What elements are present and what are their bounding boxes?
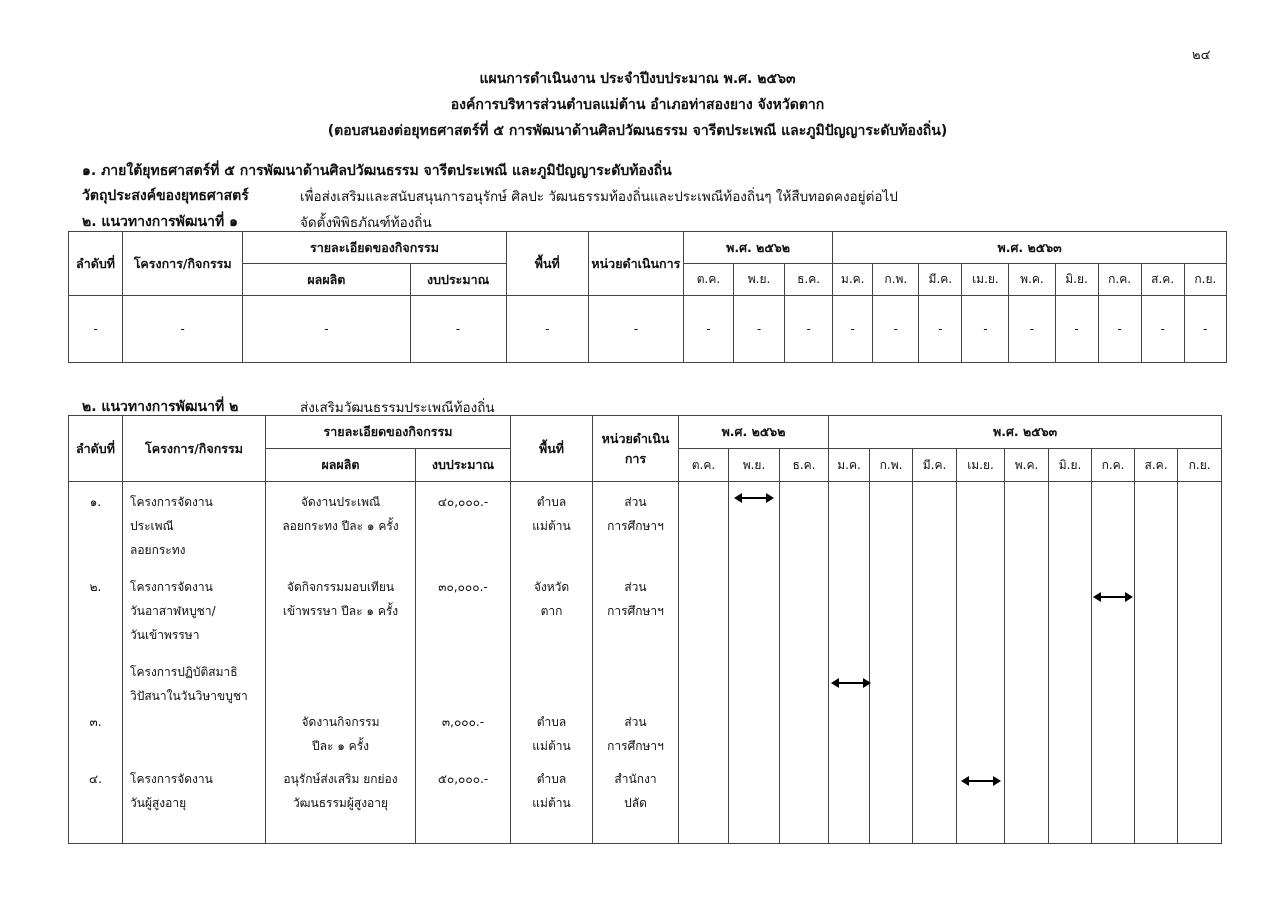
row-no: [69, 567, 123, 652]
row-output-line: เข้าพรรษา ปีละ ๑ ครั้ง: [282, 603, 399, 618]
month-cell: [780, 482, 829, 567]
month-cell: [780, 652, 829, 759]
row-project-line: โครงการจัดงาน: [130, 495, 213, 509]
row-project-line: โครงการจัดงาน: [130, 579, 213, 594]
row-area-line: จังหวัด: [533, 579, 570, 594]
row-budget: [416, 482, 511, 567]
row-output: [266, 759, 416, 844]
row-project: [123, 567, 266, 652]
objective-label: วัตถุประสงค์ของยุทธศาสตร์: [82, 188, 249, 204]
strategy-title: ๑. ภายใต้ยุทธศาสตร์ที่ ๕ การพัฒนาด้านศิลปวัฒนธรรม จารีตประเพณี และภูมิปัญญาระดับท้องถิ่น: [82, 163, 672, 179]
row-output-line: วัฒนธรรมผู้สูงอายุ: [292, 795, 389, 810]
header-year-2562: พ.ศ. ๒๕๖๒: [683, 232, 832, 264]
month-header: ก.ค.: [1098, 264, 1141, 296]
table-row: [69, 482, 1222, 567]
row-project-line: โครงการปฏิบัติสมาธิ: [130, 664, 238, 679]
row-unit-line: การศึกษาฯ: [607, 519, 664, 533]
month-cell: [780, 759, 829, 844]
month-cell: [679, 652, 729, 759]
month-cell: [829, 567, 870, 652]
month-cell: [870, 567, 913, 652]
row-area-line: แม่ต้าน: [532, 738, 571, 753]
guideline-2-text: ส่งเสริมวัฒนธรรมประเพณีท้องถิ่น: [300, 400, 495, 416]
month-header: ส.ค.: [1135, 449, 1178, 482]
month-header: ม.ค.: [833, 264, 873, 296]
row-no-line: ๔.: [89, 771, 102, 786]
month-cell: [1092, 482, 1135, 567]
row-output: [266, 482, 416, 567]
month-header: ก.พ.: [873, 264, 919, 296]
header-details: รายละเอียดของกิจกรรม: [243, 232, 506, 264]
row-area-line: ตำบล: [536, 495, 567, 509]
month-cell: [1049, 567, 1092, 652]
month-cell: [1092, 567, 1135, 652]
header-details: รายละเอียดของกิจกรรม: [266, 416, 511, 449]
row-unit-line: ปลัด: [624, 795, 647, 810]
objective-text: เพื่อส่งเสริมและสนับสนุนการอนุรักษ์ ศิลปะ วัฒนธรรมท้องถิ่นและประเพณีท้องถิ่นๆ ให้สืบทอดคงอยู่ต่อไป: [300, 189, 898, 205]
row-unit: [593, 482, 679, 567]
guideline-2-table: [68, 415, 1222, 844]
row-output-line: จัดงานกิจกรรม: [301, 714, 380, 729]
empty-cell: -: [243, 296, 410, 363]
month-header: ก.ย.: [1178, 449, 1222, 482]
row-unit-line: สำนักงา: [614, 771, 657, 786]
header-budget: งบประมาณ: [416, 449, 511, 482]
double-arrow-icon: [961, 775, 1001, 787]
row-output-line: จัดกิจกรรมมอบเทียน: [286, 579, 395, 594]
month-cell: [829, 759, 870, 844]
month-cell: [913, 759, 957, 844]
row-area: [511, 482, 593, 567]
empty-cell: -: [785, 296, 833, 363]
row-project: [123, 482, 266, 567]
guideline-1-table: [68, 231, 1227, 363]
row-area-line: ตำบล: [536, 771, 567, 786]
empty-cell: -: [1009, 296, 1055, 363]
strategy-response-line: (ตอบสนองต่อยุทธศาสตร์ที่ ๕ การพัฒนาด้านศิลปวัฒนธรรม จารีตประเพณี และภูมิปัญญาระดับท้องถิ่น): [327, 123, 948, 139]
row-project-line: วันเข้าพรรษา: [130, 627, 200, 642]
month-cell: [679, 759, 729, 844]
empty-cell: -: [833, 296, 873, 363]
row-area-line: แม่ต้าน: [532, 795, 571, 810]
empty-cell: -: [123, 296, 243, 363]
month-cell: [1135, 652, 1178, 759]
month-cell: [1178, 482, 1222, 567]
row-project-line: ลอยกระทง: [130, 543, 186, 557]
row-output-line: ปีละ ๑ ครั้ง: [312, 738, 369, 753]
row-area-line: ตาก: [540, 603, 563, 618]
month-cell: [913, 482, 957, 567]
month-cell: [729, 759, 780, 844]
row-no: [69, 759, 123, 844]
month-header: พ.ย.: [734, 264, 785, 296]
page-number: ๒๔: [1192, 48, 1211, 63]
header-year-2563: พ.ศ. ๒๕๖๓: [829, 416, 1222, 449]
month-cell: [957, 482, 1005, 567]
month-cell: [1178, 652, 1222, 759]
month-header: ก.ย.: [1184, 264, 1226, 296]
month-header: เม.ย.: [957, 449, 1005, 482]
row-project-line: วิปัสนาในวันวิษาขบูชา: [130, 688, 248, 703]
month-cell: [913, 567, 957, 652]
row-output-line: อนุรักษ์ส่งเสริม ยกย่อง: [283, 771, 398, 786]
empty-cell: -: [919, 296, 962, 363]
row-unit-line: ส่วน: [624, 579, 647, 594]
row-area: [511, 759, 593, 844]
month-cell: [1135, 567, 1178, 652]
empty-cell: -: [962, 296, 1009, 363]
month-cell: [1135, 482, 1178, 567]
month-header: ส.ค.: [1141, 264, 1184, 296]
row-project-line: วันผู้สูงอายุ: [130, 795, 187, 810]
month-header: พ.ค.: [1005, 449, 1049, 482]
row-project-line: ประเพณี: [130, 519, 174, 533]
header-budget: งบประมาณ: [410, 264, 506, 296]
month-cell: [780, 567, 829, 652]
month-cell: [679, 482, 729, 567]
header-year-2563: พ.ศ. ๒๕๖๓: [833, 232, 1227, 264]
double-arrow-icon: [1093, 591, 1133, 603]
table-row: [69, 296, 1227, 363]
header-no: ลำดับที่: [69, 416, 123, 482]
month-cell: [679, 567, 729, 652]
month-cell: [1049, 482, 1092, 567]
row-area: [511, 652, 593, 759]
table-row: [69, 652, 1222, 759]
row-unit-line: ส่วน: [624, 714, 647, 729]
month-cell: [829, 652, 870, 759]
table-row: [69, 567, 1222, 652]
row-unit-line: การศึกษาฯ: [607, 603, 664, 618]
month-header: พ.ย.: [729, 449, 780, 482]
row-area: [511, 567, 593, 652]
row-budget-line: ๔๐,๐๐๐.-: [437, 495, 489, 509]
month-cell: [1178, 567, 1222, 652]
row-output: [266, 567, 416, 652]
month-header: มิ.ย.: [1055, 264, 1098, 296]
month-header: พ.ค.: [1009, 264, 1055, 296]
row-no-line: ๒.: [89, 579, 102, 594]
row-unit: [593, 759, 679, 844]
row-unit: [593, 652, 679, 759]
row-unit-line: ส่วน: [624, 495, 647, 509]
row-budget: [416, 759, 511, 844]
header-area: พื้นที่: [506, 232, 588, 296]
header-no: ลำดับที่: [69, 232, 123, 296]
header-year-2562: พ.ศ. ๒๕๖๒: [679, 416, 829, 449]
month-header: ธ.ค.: [780, 449, 829, 482]
empty-cell: -: [506, 296, 588, 363]
row-area-line: ตำบล: [536, 714, 567, 729]
month-header: มี.ค.: [913, 449, 957, 482]
header-output: ผลผลิต: [266, 449, 416, 482]
empty-cell: -: [683, 296, 733, 363]
month-cell: [870, 652, 913, 759]
plan-title: แผนการดำเนินงาน ประจำปีงบประมาณ พ.ศ. ๒๕๖๓: [479, 71, 796, 87]
empty-cell: -: [69, 296, 123, 363]
month-cell: [957, 652, 1005, 759]
month-header: เม.ย.: [962, 264, 1009, 296]
row-budget: [416, 652, 511, 759]
month-cell: [1092, 652, 1135, 759]
empty-cell: -: [1055, 296, 1098, 363]
row-budget-line: ๓,๐๐๐.-: [441, 714, 485, 729]
month-header: มิ.ย.: [1049, 449, 1092, 482]
row-budget-line: ๓๐,๐๐๐.-: [438, 579, 488, 594]
month-cell: [1005, 759, 1049, 844]
row-output: [266, 652, 416, 759]
month-cell: [870, 759, 913, 844]
empty-cell: -: [588, 296, 683, 363]
guideline-1-label: ๒. แนวทางการพัฒนาที่ ๑: [82, 214, 238, 230]
table-row: [69, 759, 1222, 844]
month-cell: [1092, 759, 1135, 844]
month-header: ต.ค.: [679, 449, 729, 482]
month-cell: [1005, 652, 1049, 759]
guideline-2-label: ๒. แนวทางการพัฒนาที่ ๒: [82, 399, 239, 415]
month-header: ธ.ค.: [785, 264, 833, 296]
row-no-line: ๓.: [89, 714, 102, 729]
month-cell: [1005, 567, 1049, 652]
row-area-line: แม่ต้าน: [532, 519, 571, 533]
empty-cell: -: [734, 296, 785, 363]
month-cell: [1049, 652, 1092, 759]
month-cell: [1178, 759, 1222, 844]
month-header: ต.ค.: [683, 264, 733, 296]
row-no-line: ๑.: [89, 495, 102, 509]
month-header: ก.ค.: [1092, 449, 1135, 482]
header-project: โครงการ/กิจกรรม: [123, 232, 243, 296]
month-cell: [729, 567, 780, 652]
row-budget: [416, 567, 511, 652]
month-cell: [870, 482, 913, 567]
header-output: ผลผลิต: [243, 264, 410, 296]
empty-cell: -: [1141, 296, 1184, 363]
header-area: พื้นที่: [511, 416, 593, 482]
month-header: ม.ค.: [829, 449, 870, 482]
row-project: [123, 652, 266, 759]
month-header: มี.ค.: [919, 264, 962, 296]
month-cell: [829, 482, 870, 567]
header-project: โครงการ/กิจกรรม: [123, 416, 266, 482]
row-project: [123, 759, 266, 844]
row-unit-line: การศึกษาฯ: [607, 738, 664, 753]
month-cell: [1005, 482, 1049, 567]
month-cell: [729, 652, 780, 759]
month-header: ก.พ.: [870, 449, 913, 482]
header-unit: หน่วยดำเนินการ: [588, 232, 683, 296]
empty-cell: -: [410, 296, 506, 363]
empty-cell: -: [1098, 296, 1141, 363]
row-project-line: โครงการจัดงาน: [130, 771, 213, 786]
row-project-line: วันอาสาฬหบูชา/: [130, 603, 216, 618]
empty-cell: -: [1184, 296, 1226, 363]
row-output-line: ลอยกระทง ปีละ ๑ ครั้ง: [282, 519, 399, 533]
month-cell: [1135, 759, 1178, 844]
row-no: [69, 652, 123, 759]
month-cell: [1049, 759, 1092, 844]
organization-line: องค์การบริหารส่วนตำบลแม่ต้าน อำเภอท่าสองยาง จังหวัดตาก: [450, 97, 825, 113]
empty-cell: -: [873, 296, 919, 363]
double-arrow-icon: [831, 677, 871, 689]
month-cell: [913, 652, 957, 759]
month-cell: [957, 759, 1005, 844]
row-no: [69, 482, 123, 567]
double-arrow-icon: [734, 492, 774, 504]
header-unit: หน่วยดำเนินการ: [593, 416, 679, 482]
row-output-line: จัดงานประเพณี: [300, 495, 381, 509]
row-unit: [593, 567, 679, 652]
guideline-1-text: จัดตั้งพิพิธภัณฑ์ท้องถิ่น: [300, 215, 432, 231]
row-budget-line: ๕๐,๐๐๐.-: [437, 771, 489, 786]
month-cell: [957, 567, 1005, 652]
